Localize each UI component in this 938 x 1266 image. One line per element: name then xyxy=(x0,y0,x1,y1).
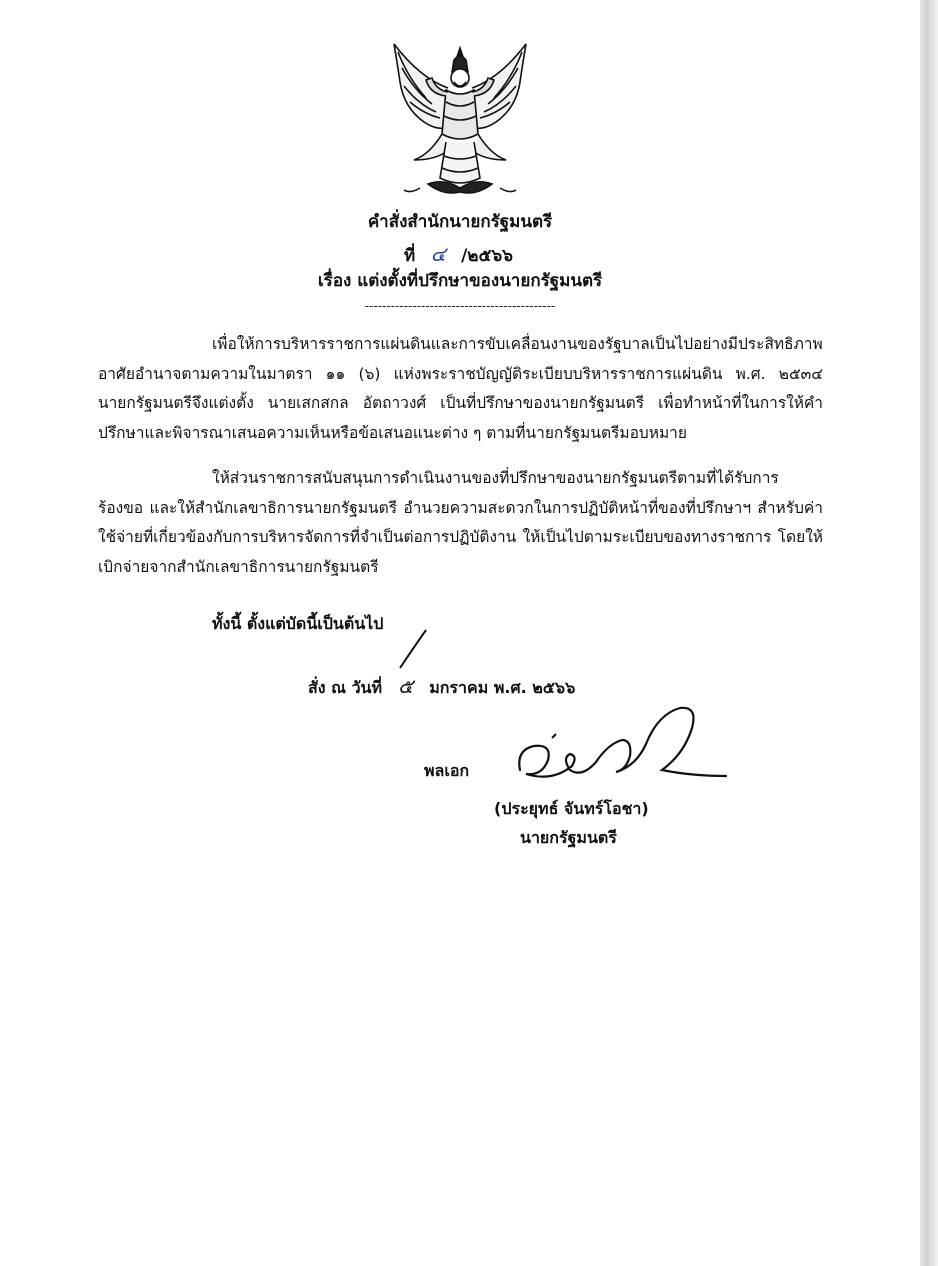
order-number-label: ที่ xyxy=(404,246,416,266)
given-date-prefix: สั่ง ณ วันที่ xyxy=(308,678,383,697)
document-subject: เรื่อง แต่งตั้งที่ปรึกษาของนายกรัฐมนตรี xyxy=(317,271,603,291)
given-date xyxy=(308,670,575,702)
signer-rank: พลเอก xyxy=(424,761,470,780)
body-paragraph-1: เพื่อให้การบริหารราชการแผ่นดินและการขับเคลื่อนงานของรัฐบาลเป็นไปอย่างมีประสิทธิภาพ อาศัยอำนาจตามความในมาตรา ๑๑ (๖) แห่งพระราชบัญญัติระเบียบบริหารราชการแผ่นดิน พ.ศ. ๒๕๓๔ นายกรัฐมนตรีจึงแต่งตั้ง นายเสกสกล อัตถาวงศ์ เป็นที่ปรึกษาของนายกรัฐมนตรี เพื่อทำหน้าที่ในการให้คำปรึกษาและพิจารณาเสนอความเห็นหรือข้อเสนอแนะต่าง ๆ ตามที่นายกรัฐมนตรีมอบหมาย xyxy=(98,335,823,442)
handwritten-stroke-icon xyxy=(390,628,434,698)
title-divider: -------------------------------------------- xyxy=(364,299,556,313)
document-title: คำสั่งสำนักนายกรัฐมนตรี xyxy=(367,212,553,232)
order-number xyxy=(404,238,513,270)
given-date-month-year: มกราคม พ.ศ. ๒๕๖๖ xyxy=(429,678,576,697)
page-edge-shadow xyxy=(920,0,938,1266)
handwritten-signature-icon xyxy=(512,700,732,790)
body-paragraph-2: ให้ส่วนราชการสนับสนุนการดำเนินงานของที่ปรึกษาของนายกรัฐมนตรีตามที่ได้รับการร้องขอ และให้สำนักเลขาธิการนายกรัฐมนตรี อำนวยความสะดวกในการปฏิบัติหน้าที่ของที่ปรึกษาฯ สำหรับค่าใช้จ่ายที่เกี่ยวข้องกับการบริหารจัดการที่จำเป็นต่อการปฏิบัติงาน ให้เป็นไปตามระเบียบของทางราชการ โดยให้เบิกจ่ายจากสำนักเลขาธิการนายกรัฐมนตรี xyxy=(98,469,823,576)
signer-position: นายกรัฐมนตรี xyxy=(520,828,617,847)
signer-name: (ประยุทธ์ จันทร์โอชา) xyxy=(494,799,649,818)
order-number-year: /๒๕๖๖ xyxy=(461,246,513,266)
order-number-handwritten: ๔ xyxy=(430,242,446,266)
garuda-emblem-icon xyxy=(380,38,540,200)
effective-clause: ทั้งนี้ ตั้งแต่บัดนี้เป็นต้นไป xyxy=(212,614,384,633)
given-date-handwritten-day: ๕ xyxy=(398,674,414,698)
